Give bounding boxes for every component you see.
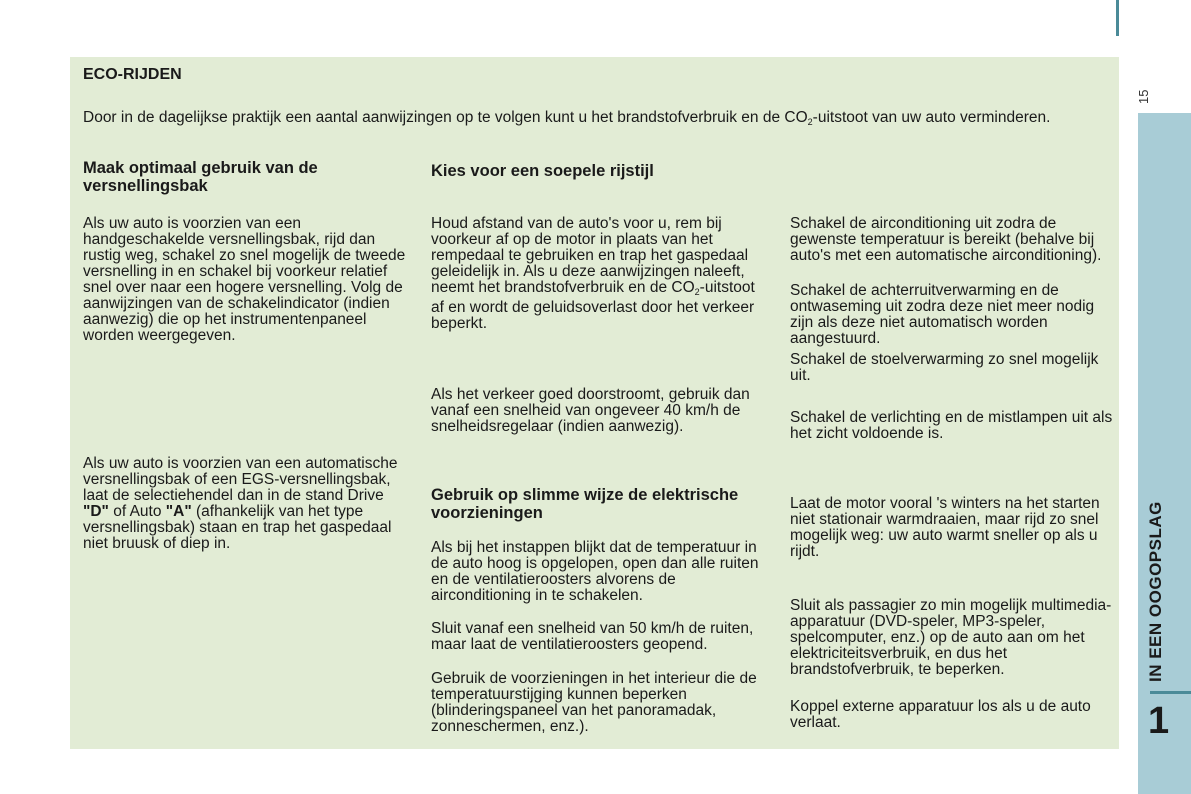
paragraph-lighting: Schakel de verlichting en de mistlampen uit als het zicht voldoende is. [790,409,1113,442]
chapter-divider [1150,691,1191,694]
chapter-number: 1 [1148,700,1170,742]
paragraph-close-windows: Sluit vanaf een snelheid van 50 km/h de ruiten, maar laat de ventilatieroosters geopend. [431,620,754,653]
paragraph-manual-gearbox: Als uw auto is voorzien van een handgeschakelde versnellingsbak, rijd dan rustig weg, schakel zo snel mogelijk de tweede versnelling in en schakel bij voorkeur relatief snel over naar een hogere versnelling. Volg de aanwijzingen van de schakelindicator (indien aanwezig) die op het instrumentenpaneel worden weergegeven. [83,215,406,344]
page-number: 15 [1136,89,1151,104]
paragraph-rear-demist: Schakel de achterruitverwarming en de ontwaseming uit zodra deze niet meer nodig zijn als deze niet automatisch worden aangestuurd. [790,282,1095,347]
paragraph-external-devices: Koppel externe apparatuur los als u de auto verlaat. [790,698,1091,731]
paragraph-cruise-control: Als het verkeer goed doorstroomt, gebruik dan vanaf een snelheid van ongeveer 40 km/h de snelheidsregelaar (indien aanwezig). [431,386,750,435]
top-edge-marker [1116,0,1119,36]
heading-gearbox: Maak optimaal gebruik van de versnellingsbak [83,159,318,195]
paragraph-air-conditioning: Schakel de airconditioning uit zodra de gewenste temperatuur is bereikt (behalve bij auto's met een automatische airconditioning). [790,215,1102,264]
paragraph-multimedia: Sluit als passagier zo min mogelijk multimedia-apparatuur (DVD-speler, MP3-speler, spelcomputer, enz.) op de auto aan om het elektriciteitsverbruik, en dus het brandstofverbruik, te beperken. [790,597,1112,678]
panel-title: ECO-RIJDEN [83,66,182,83]
chapter-title: IN EEN OOGOPSLAG [1146,501,1165,682]
paragraph-engine-warmup: Laat de motor vooral 's winters na het starten niet stationair warmdraaien, maar rijd zo snel mogelijk weg: uw auto warmt sneller op als u rijdt. [790,495,1100,560]
paragraph-keep-distance: Houd afstand van de auto's voor u, rem bij voorkeur af op de motor in plaats van het rempedaal te gebruiken en trap het gaspedaal geleidelijk in. Als u deze aanwijzingen naleeft, neemt het brandstofverbruik en de $CO_2$-uitstoot af en wordt de geluidsoverlast door het verkeer beperkt. [431,215,755,332]
intro-paragraph: Door in de dagelijkse praktijk een aantal aanwijzingen op te volgen kunt u het brandstofverbruik en de $CO_2$-uitstoot van uw auto verminderen. [83,109,1051,127]
paragraph-automatic-gearbox: Als uw auto is voorzien van een automatische versnellingsbak of een EGS-versnellingsbak, laat de selectiehendel dan in de stand Drive "D" of Auto "A" (afhankelijk van het type versnellingsbak) staan en trap het gaspedaal niet bruusk of diep in. [83,455,398,552]
heading-smooth-driving: Kies voor een soepele rijstijl [431,162,654,180]
paragraph-open-windows: Als bij het instappen blijkt dat de temperatuur in de auto hoog is opgelopen, open dan alle ruiten en de ventilatieroosters alvorens de airconditioning in te schakelen. [431,539,759,604]
paragraph-seat-heating: Schakel de stoelverwarming zo snel mogelijk uit. [790,351,1099,384]
heading-electrical-equipment: Gebruik op slimme wijze de elektrische voorzieningen [431,486,739,522]
paragraph-interior-shading: Gebruik de voorzieningen in het interieur die de temperatuurstijging kunnen beperken (blinderingspaneel van het panoramadak, zonneschermen, enz.). [431,670,757,735]
